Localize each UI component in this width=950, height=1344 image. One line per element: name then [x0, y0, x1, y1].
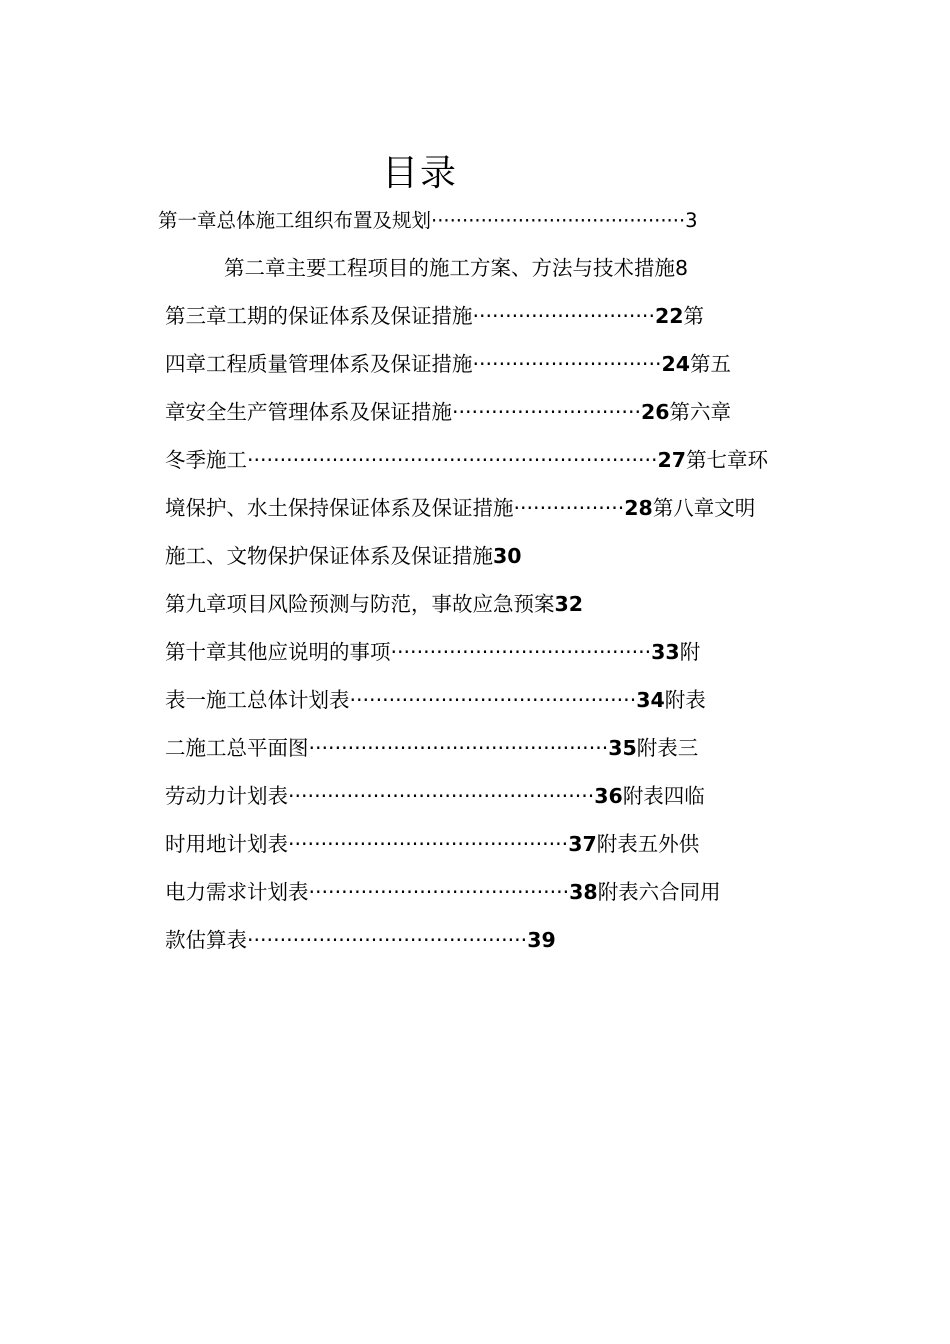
- toc-entry-tail: 附表三: [636, 736, 699, 760]
- toc-leader: ·········································: [431, 209, 686, 232]
- toc-page-number: 26: [640, 400, 670, 424]
- toc-line: [165, 590, 583, 618]
- toc-page-number: 8: [675, 256, 689, 280]
- toc-page-number: 34: [636, 688, 665, 712]
- toc-entry-text: 境保护、水土保持保证体系及保证措施: [165, 496, 514, 520]
- toc-line: [165, 782, 705, 810]
- toc-page-number: 28: [624, 496, 653, 520]
- toc-page-number: 38: [569, 880, 598, 904]
- toc-page-number: 36: [594, 784, 623, 808]
- toc-entry-tail: 附表五外供: [596, 832, 700, 856]
- toc-line: [165, 302, 704, 330]
- toc-page-number: 27: [657, 448, 687, 472]
- toc-leader: ····························: [472, 304, 655, 328]
- toc-page-number: 33: [651, 640, 680, 664]
- toc-entry-text: 劳动力计划表: [165, 784, 288, 808]
- toc-line: [224, 254, 688, 282]
- toc-entry-text: 二施工总平面图: [165, 736, 309, 760]
- toc-entry-text: 四章工程质量管理体系及保证措施: [165, 352, 473, 376]
- toc-entry-tail: 附表: [664, 688, 706, 712]
- toc-page-number: 32: [554, 592, 584, 616]
- toc-leader: ···········································: [288, 832, 569, 856]
- toc-leader: ··············································: [308, 736, 609, 760]
- toc-entry-text: 款估算表: [165, 928, 247, 952]
- toc-line: [165, 542, 522, 570]
- toc-line: [165, 494, 755, 522]
- toc-line: [165, 350, 731, 378]
- toc-entry-tail: 附表六合同用: [597, 880, 721, 904]
- toc-leader: ·····························: [472, 352, 662, 376]
- toc-entry-text: 表一施工总体计划表: [165, 688, 350, 712]
- toc-entry-tail: 第: [683, 304, 704, 328]
- toc-leader: ·················: [513, 496, 625, 520]
- toc-entry-text: 冬季施工: [165, 448, 247, 472]
- toc-line: [165, 686, 706, 714]
- toc-page-number: 37: [568, 832, 597, 856]
- toc-leader: ···········································: [247, 928, 528, 952]
- toc-line: [165, 638, 700, 666]
- toc-entry-text: 电力需求计划表: [165, 880, 309, 904]
- toc-line: [165, 446, 768, 474]
- toc-entry-tail: 附: [679, 640, 701, 664]
- toc-page-number: 35: [608, 736, 637, 760]
- toc-entry-text: 第九章项目风险预测与防范，事故应急预案: [165, 592, 555, 616]
- toc-entry-tail: 附表四临: [622, 784, 705, 808]
- toc-entry-tail: 第六章: [669, 400, 732, 424]
- toc-leader: ···············································: [288, 784, 595, 808]
- toc-line: [165, 830, 699, 858]
- toc-entry-tail: 第七章环: [686, 448, 769, 472]
- toc-leader: ············································: [349, 688, 637, 712]
- toc-entry-text: 第一章总体施工组织布置及规划: [158, 209, 432, 232]
- toc-page-number: 24: [661, 352, 691, 376]
- toc-line: [158, 207, 698, 235]
- toc-line: [165, 734, 698, 762]
- toc-page-number: 30: [493, 544, 522, 568]
- toc-page-number: 3: [685, 209, 698, 232]
- toc-line: [165, 878, 721, 906]
- toc-entry-text: 第三章工期的保证体系及保证措施: [165, 304, 473, 328]
- toc-entry-tail: 第八章文明: [652, 496, 756, 520]
- toc-leader: ········································: [390, 640, 652, 664]
- toc-entry-text: 施工、文物保护保证体系及保证措施: [165, 544, 493, 568]
- toc-entry-text: 第十章其他应说明的事项: [165, 640, 391, 664]
- toc-title: 目录: [381, 153, 458, 194]
- toc-line: [165, 398, 731, 426]
- toc-page-number: 39: [527, 928, 556, 952]
- toc-leader: ·····························: [452, 400, 641, 424]
- toc-leader: ········································: [308, 880, 570, 904]
- toc-page-number: 22: [654, 304, 684, 328]
- toc-entry-text: 第二章主要工程项目的施工方案、方法与技术措施: [224, 256, 675, 280]
- toc-entry-text: 章安全生产管理体系及保证措施: [165, 400, 452, 424]
- toc-line: [165, 926, 556, 954]
- toc-entry-text: 时用地计划表: [165, 832, 288, 856]
- toc-leader: ·······························································: [247, 448, 658, 472]
- toc-entry-tail: 第五: [690, 352, 732, 376]
